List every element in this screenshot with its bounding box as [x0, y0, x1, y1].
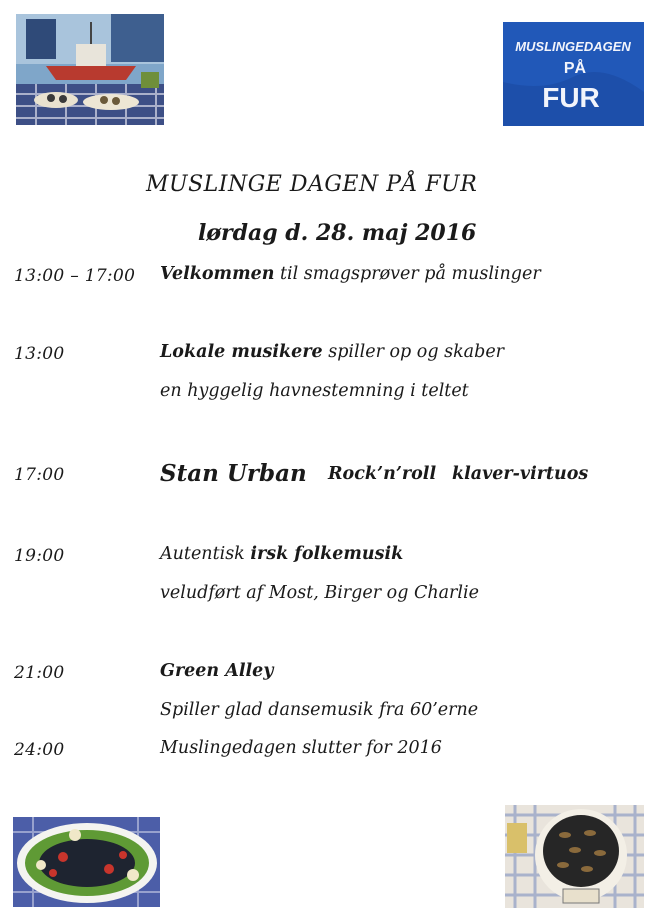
schedule-time: 13:00 — [14, 344, 65, 364]
schedule-line-2: veludført af Most, Birger og Charlie — [160, 583, 479, 603]
tshirt-photo — [503, 22, 644, 126]
schedule-line — [160, 342, 504, 362]
schedule-highlight: irsk folkemusik — [250, 544, 404, 564]
schedule-line — [160, 264, 541, 284]
schedule-time: 24:00 — [14, 740, 65, 760]
event-title: MUSLINGE DAGEN PÅ FUR — [146, 172, 478, 197]
mussel-bowl-photo — [505, 805, 644, 908]
performer-name: Stan Urban — [160, 460, 307, 487]
schedule-line-2: Spiller glad dansemusik fra 60’erne — [160, 700, 479, 720]
tshirt-text-line-3: FUR — [542, 82, 600, 113]
schedule-text: til smagsprøver på muslinger — [274, 264, 541, 284]
performer-description: klaver-virtuos — [452, 464, 589, 484]
schedule-text: Muslingedagen slutter for 2016 — [160, 738, 442, 758]
schedule-line-2: en hyggelig havnestemning i teltet — [160, 381, 469, 401]
schedule-line — [160, 544, 403, 564]
schedule-highlight: Green Alley — [160, 661, 274, 681]
tshirt-text-line-1: MUSLINGEDAGEN — [515, 39, 631, 54]
schedule-highlight: Velkommen — [160, 264, 275, 284]
schedule-time: 21:00 — [14, 663, 65, 683]
tshirt-text-line-2: PÅ — [563, 60, 587, 77]
schedule-time: 19:00 — [14, 546, 65, 566]
schedule-time: 17:00 — [14, 465, 65, 485]
schedule-highlight: Lokale musikere — [160, 342, 323, 362]
harbour-photo — [16, 14, 164, 125]
schedule-time: 13:00 – 17:00 — [14, 266, 136, 286]
schedule-text: spiller op og skaber — [322, 342, 505, 362]
performer-genre: Rock’n’roll — [328, 464, 437, 484]
schedule-text: Autentisk — [160, 544, 251, 564]
mussel-platter-photo — [13, 817, 160, 907]
event-date: lørdag d. 28. maj 2016 — [198, 220, 477, 246]
